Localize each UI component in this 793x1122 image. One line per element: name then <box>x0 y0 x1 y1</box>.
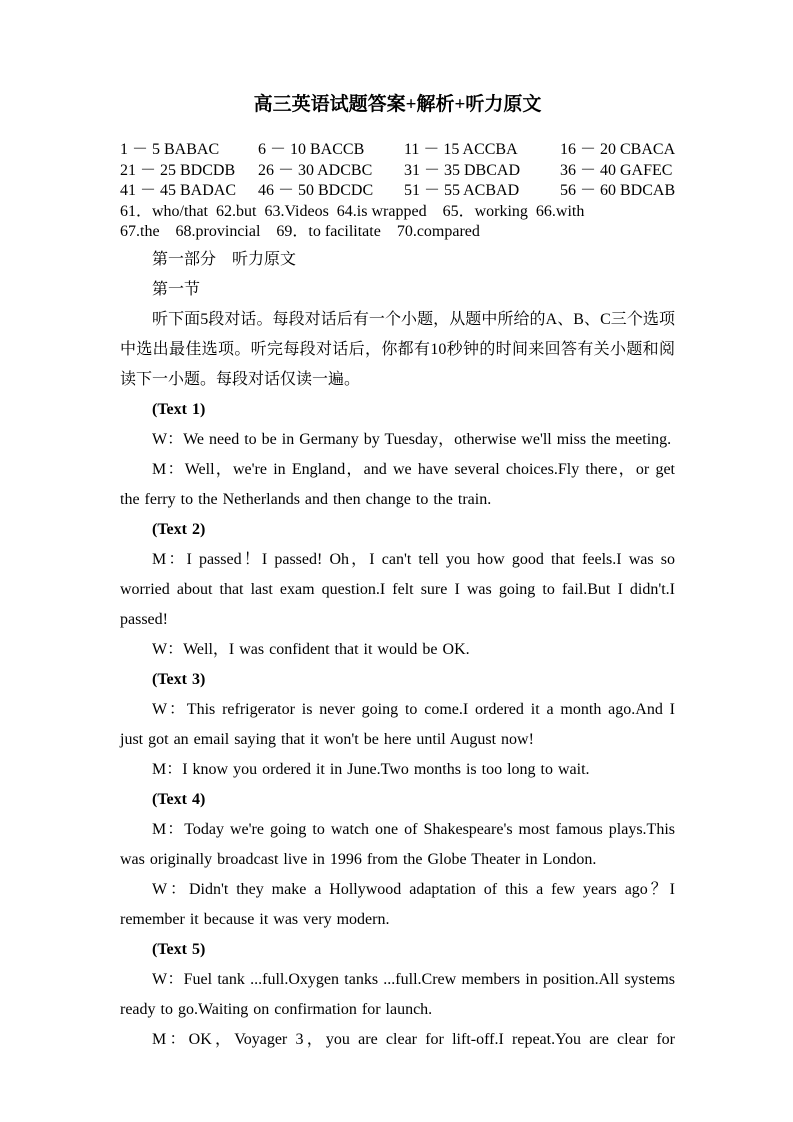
dialogue-line: M：I know you ordered it in June.Two months is too long to wait. <box>152 760 590 778</box>
text-label: (Text 5) <box>152 940 206 958</box>
text-label: (Text 4) <box>152 790 206 808</box>
answer-row <box>120 181 675 202</box>
text-label: (Text 1) <box>152 400 206 418</box>
listening-instructions: 听下面5段对话。每段对话后有一个小题，从题中所给的A、B、C三个选项中选出最佳选项。听完每段对话后，你都有10秒钟的时间来回答有关小题和阅读下一小题。每段对话仅读一遍。 <box>120 310 675 388</box>
answer-group: 1 － 5 BABAC <box>120 141 220 158</box>
answer-group: 26 － 30 ADCBC <box>258 161 373 179</box>
answer-row <box>120 161 675 182</box>
dialogue-line: W：Fuel tank ...full.Oxygen tanks ...full.Crew members in position.All systems ready to go.Waiting on confirmation for launch. <box>120 970 675 1018</box>
answer-group: 36 － 40 GAFEC <box>560 161 673 179</box>
dialogue-line: M：OK，Voyager 3，you are clear for lift-off.I repeat.You are clear for <box>152 1030 675 1048</box>
dialogue-line: W：This refrigerator is never going to come.I ordered it a month ago.And I just got an email saying that it won't be here until August now! <box>120 700 675 748</box>
dialogue-line: M：I passed！I passed! Oh，I can't tell you how good that feels.I was so worried about that last exam question.I felt sure I was going to fail.But I didn't.I passed! <box>120 550 675 628</box>
answer-group: 6 － 10 BACCB <box>258 141 365 158</box>
fill-in-answers-line: 61．who/that 62.but 63.Videos 64.is wrapped 65．working 66.with <box>120 202 585 220</box>
answer-group: 21 － 25 BDCDB <box>120 161 236 179</box>
subsection-heading: 第一节 <box>152 280 201 298</box>
fill-in-answers-line: 67.the 68.provincial 69．to facilitate 70.compared <box>120 223 480 240</box>
answer-group: 41 － 45 BADAC <box>120 182 237 199</box>
answer-row <box>120 140 675 161</box>
dialogue-line: W：Well，I was confident that it would be OK. <box>152 640 470 658</box>
dialogue-line: M：Today we're going to watch one of Shakespeare's most famous plays.This was originally broadcast live in 1996 from the Globe Theater in London. <box>120 820 675 868</box>
dialogue-line: W：We need to be in Germany by Tuesday，otherwise we'll miss the meeting. <box>152 430 672 448</box>
answer-group: 11 － 15 ACCBA <box>404 141 518 158</box>
answer-group: 56 － 60 BDCAB <box>560 182 676 199</box>
answer-group: 51 － 55 ACBAD <box>404 182 520 199</box>
dialogue-line: M：Well，we're in England，and we have several choices.Fly there，or get the ferry to the Netherlands and then change to the train. <box>120 460 675 508</box>
text-label: (Text 2) <box>152 520 206 538</box>
document-title: 高三英语试题答案+解析+听力原文 <box>253 94 542 115</box>
answer-key <box>120 140 675 243</box>
section-heading: 第一部分 听力原文 <box>152 250 297 268</box>
dialogue-line: W：Didn't they make a Hollywood adaptation of this a few years ago？I remember it because it was very modern. <box>120 880 675 928</box>
answer-group: 16 － 20 CBACA <box>560 141 676 158</box>
text-label: (Text 3) <box>152 670 206 688</box>
answer-group: 31 － 35 DBCAD <box>404 161 521 179</box>
answer-group: 46 － 50 BDCDC <box>258 182 374 199</box>
